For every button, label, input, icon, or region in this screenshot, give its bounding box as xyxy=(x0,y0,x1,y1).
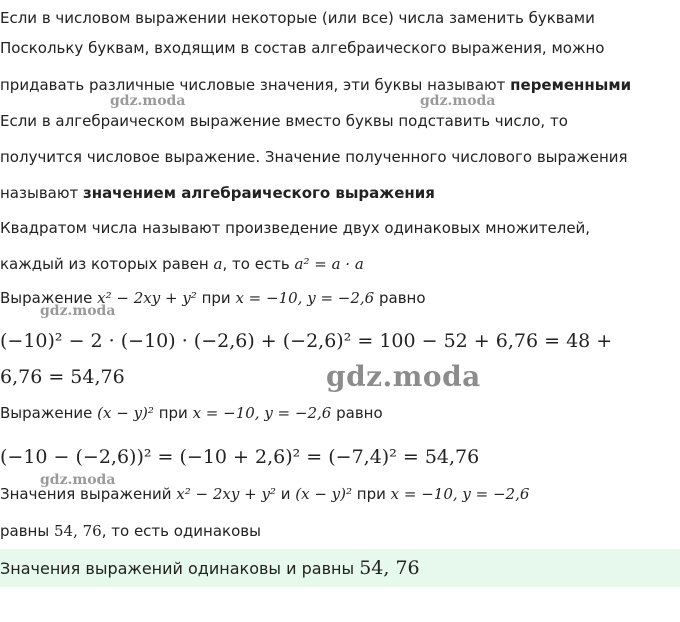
answer-value: 54, 76 xyxy=(359,557,420,579)
conjunction: и xyxy=(280,485,291,503)
comparison-result xyxy=(0,521,261,541)
term-variables: переменными xyxy=(510,76,632,94)
equals-word: равно xyxy=(379,289,426,307)
expression-formula-1: x² − 2xy + y² xyxy=(176,485,276,503)
expression2-statement xyxy=(0,403,383,423)
definition-line-8 xyxy=(0,254,364,274)
comparison-label: Значения выражений xyxy=(0,485,172,503)
preposition: при xyxy=(158,404,188,422)
definition-text: , то есть xyxy=(222,255,295,273)
expression1-calculation-2: 6,76 = 54,76 xyxy=(0,366,125,388)
definition-text: каждый из которых равен xyxy=(0,255,214,273)
preposition: при xyxy=(201,289,231,307)
variable-values: x = −10, y = −2,6 xyxy=(192,404,332,422)
watermark: gdz.moda xyxy=(110,93,186,109)
variable-a: a xyxy=(213,255,223,273)
definition-line-5: получится числовое выражение. Значение полученного числового выражения xyxy=(0,148,628,166)
definition-line-1: Если в числовом выражении некоторые (или все) числа заменить буквами xyxy=(0,9,595,27)
definition-line-7: Квадратом числа называют произведение двух одинаковых множителей, xyxy=(0,219,591,237)
expression1-calculation-1: (−10)² − 2 · (−10) · (−2,6) + (−2,6)² = 100 − 52 + 6,76 = 48 + xyxy=(0,330,613,352)
definition-line-3 xyxy=(0,75,631,95)
variable-values: x = −10, y = −2,6 xyxy=(390,485,530,503)
variable-values: x = −10, y = −2,6 xyxy=(235,289,375,307)
answer-box xyxy=(0,549,680,587)
definition-line-6 xyxy=(0,183,435,203)
square-formula: a² = a · a xyxy=(294,255,364,273)
expression2-calculation: (−10 − (−2,6))² = (−10 + 2,6)² = (−7,4)² = 54,76 xyxy=(0,446,480,468)
watermark-large: gdz.moda xyxy=(326,360,481,393)
preposition: при xyxy=(356,485,386,503)
definition-text: называют xyxy=(0,184,83,202)
comparison-tail: , то есть одинаковы xyxy=(101,522,261,540)
definition-text: придавать различные числовые значения, эти буквы называют xyxy=(0,76,511,94)
expression-formula: (x − y)² xyxy=(97,404,154,422)
expression-formula-2: (x − y)² xyxy=(295,485,353,503)
expression-label: Выражение xyxy=(0,404,93,422)
expression-label: Выражение xyxy=(0,289,93,307)
watermark: gdz.moda xyxy=(40,472,116,488)
equals-word: равно xyxy=(336,404,383,422)
watermark: gdz.moda xyxy=(420,93,496,109)
result-value: 54, 76 xyxy=(54,522,102,540)
watermark: gdz.moda xyxy=(40,303,116,319)
equal-word: равны xyxy=(0,522,50,540)
term-expression-value: значением алгебраического выражения xyxy=(82,184,435,202)
definition-line-4: Если в алгебраическом выражение вместо буквы подставить число, то xyxy=(0,112,568,130)
definition-line-2: Поскольку буквам, входящим в состав алгебраического выражения, можно xyxy=(0,39,605,57)
answer-text: Значения выражений одинаковы и равны xyxy=(0,559,355,578)
answer-line xyxy=(0,558,420,579)
expression-formula: x² − 2xy + y² xyxy=(97,289,197,307)
